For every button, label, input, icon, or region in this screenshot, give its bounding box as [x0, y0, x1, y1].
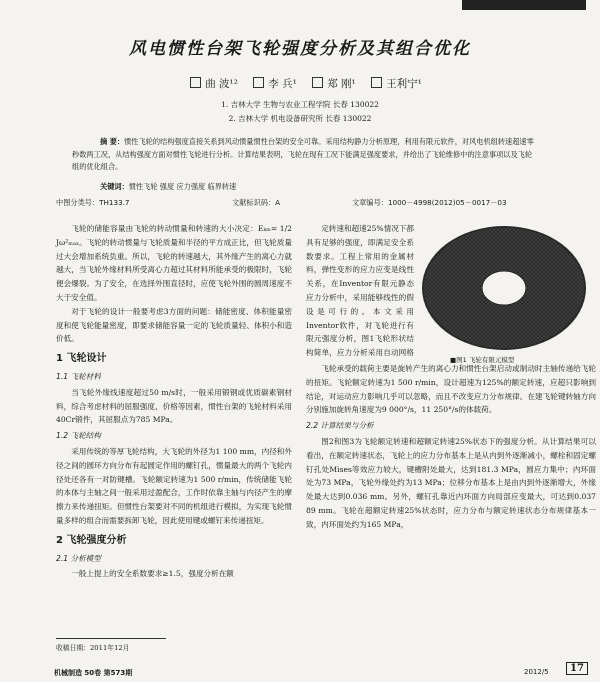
author: 曲 波¹²	[205, 78, 238, 90]
author: 李 兵¹	[268, 78, 297, 90]
paragraph: 一般上提上的安全系数要求≥1.5，强度分析在额	[71, 569, 234, 579]
page-number: 17	[566, 662, 588, 675]
subsection-heading: 1.2 飞轮结构	[56, 431, 101, 441]
author-marker	[312, 77, 323, 88]
journal-footer: 机械制造 50卷 第573期	[54, 669, 133, 677]
paragraph: 定转速和超速25%情况下都具有足够的强度，即满足安全系数要求。工程上常用的金属材料，弹性变形的应力应变是线性关系，在Inventor有限元静态应力分析中，采用能够线性的假设是可行的。本文采用Inventor软件，对飞轮进行有限元强度分析，图1飞轮形状结构简单，应力分析采用自动网格	[306, 224, 414, 358]
affiliation: 1. 吉林大学 生物与农业工程学院 长春 130022	[221, 100, 379, 109]
section-heading: 2 飞轮强度分析	[56, 534, 127, 546]
section-heading: 1 飞轮设计	[56, 353, 107, 365]
paragraph: 采用传统的等厚飞轮结构，大飞轮的外径为1 100 mm，内径和外径之间的圆环方向分布有起圆定作用的螺钉孔，惯量最大的两个飞轮内径处还各有一对防键槽。飞轮额定转速为1 500 r/min，传统储能飞轮的本体与主轴之间一般采用过盈配合，工作时依靠主轴与内径产生的摩擦力来传递扭矩。但惯性台架要对不同的机组进行模拟，为实现飞轮惯量多样的组合而需要拆卸飞轮，因此使用键或螺钉来传递扭矩。	[56, 446, 292, 525]
author-marker	[371, 77, 382, 88]
paragraph: 飞轮的储能容量由飞轮的转动惯量和转速的大小决定：Eₖₘ= 1/2 Jω²ₘₐₓ。飞轮的转动惯量与飞轮质量和半径的平方成正比，但飞轮质量过大会增加系统负重。所以，飞轮的转速越大，其外缘产生的离心力就越大，当飞轮外缘材料所受离心力超过其材料所能承受的极限时，飞轮便会爆裂。为了安全，在选择外围直径时，应使飞轮外围的圆周速度不大于安全值。	[56, 224, 292, 302]
flywheel-bore	[482, 271, 526, 305]
paragraph: 飞轮承受的载荷主要是旋转产生的离心力和惯性台架启动或制动时主轴传递给飞轮的扭矩。飞轮额定转速为1 500 r/min，设计超速为125%的额定转速，应超只影响到结论，对运动应力影响几乎可以忽略，而且不改变应力分布规律。在建飞轮键转轴方向分别施加旋转角速度为9 000°/s，11 250°/s的体载荷。	[306, 364, 596, 415]
clc-number: 中图分类号：TH133.7	[56, 198, 130, 207]
section-banner	[462, 0, 586, 10]
abstract-text: 惯性飞轮的结构强度直接关系到风动惯量惯性台架的安全可靠。采用结构静力分析原理，利用有限元软件，对风电机组转速超速零秒数两工况，从结构强度方面对惯性飞轮进行分析。计算结果表明，飞轮在现有工况下能满足强度要求，并给出了飞轮维修中的注意事项以及飞轮组的优化组合。	[72, 137, 534, 171]
paragraph: 图2和图3为飞轮额定转速和超额定转速25%状态下的强度分析。从计算结果可以看出，在额定转速状态，飞轮上的应力分布基本上是从内到外逐渐减小，螺栓和固定螺钉孔处Mises等效应力较大，键槽附处最大，达到181.3 MPa，圆应力集中；内环面处为73 MPa，飞轮外缘处约为13 MPa；位移分布基本上是由内到外逐渐增大，外缘处最大达到0.036 mm。另外，螺钉孔靠近内环面方向局部应变最大，可达到0.037 89 mm。飞轮在超额定转速25%状态时，应力分布与额定转速状态分布规律基本一致，内环面处约为165 MPa，	[306, 436, 596, 529]
author: 郑 刚¹	[327, 78, 356, 90]
subsection-heading: 2.2 计算结果与分析	[306, 421, 374, 431]
affiliation: 2. 吉林大学 机电设备研究所 长春 130022	[228, 114, 372, 123]
author-list	[0, 76, 600, 91]
keywords	[100, 182, 236, 192]
left-column	[56, 222, 292, 581]
author-marker	[190, 77, 201, 88]
abstract	[72, 136, 534, 174]
right-column-narrow	[306, 222, 414, 360]
paragraph: 对于飞轮的设计一般要考虑3方面的问题：储能密度、体积能量密度和使飞轮能量密度，即要求储能容量一定的飞轮质量轻、体积小和造价低。	[56, 306, 292, 344]
author-marker	[253, 77, 264, 88]
doc-code: 文献标识码：A	[232, 198, 281, 207]
keywords-text: 惯性飞轮 强度 应力强度 临界转速	[128, 182, 237, 191]
flywheel-fem-figure	[414, 222, 594, 352]
paragraph: 当飞轮外缘线速度超过50 m/s时，一般采用锻钢或优质碳素钢材料，综合考虑材料的屈服强度、价格等因素，惯性台架的飞轮材料采用40Cr锻件，其屈服点为785 MPa。	[56, 387, 292, 425]
footnote-divider	[56, 638, 166, 639]
issue-date: 2012/5	[524, 668, 549, 676]
paper-title: 风电惯性台架飞轮强度分析及其组合优化	[129, 39, 471, 59]
abstract-label: 摘 要：	[100, 137, 125, 146]
received-date: 收稿日期：2011年12月	[56, 644, 130, 652]
article-number: 文章编号：1000－4998(2012)05－0017－03	[352, 198, 507, 207]
figure-caption: ■图1 飞轮有限元模型	[450, 356, 515, 364]
right-column-wide	[306, 362, 596, 532]
subsection-heading: 1.1 飞轮材料	[56, 371, 101, 381]
subsection-heading: 2.1 分析模型	[56, 553, 101, 563]
author: 王利宁¹	[386, 78, 422, 90]
keywords-label: 关键词：	[100, 182, 129, 191]
